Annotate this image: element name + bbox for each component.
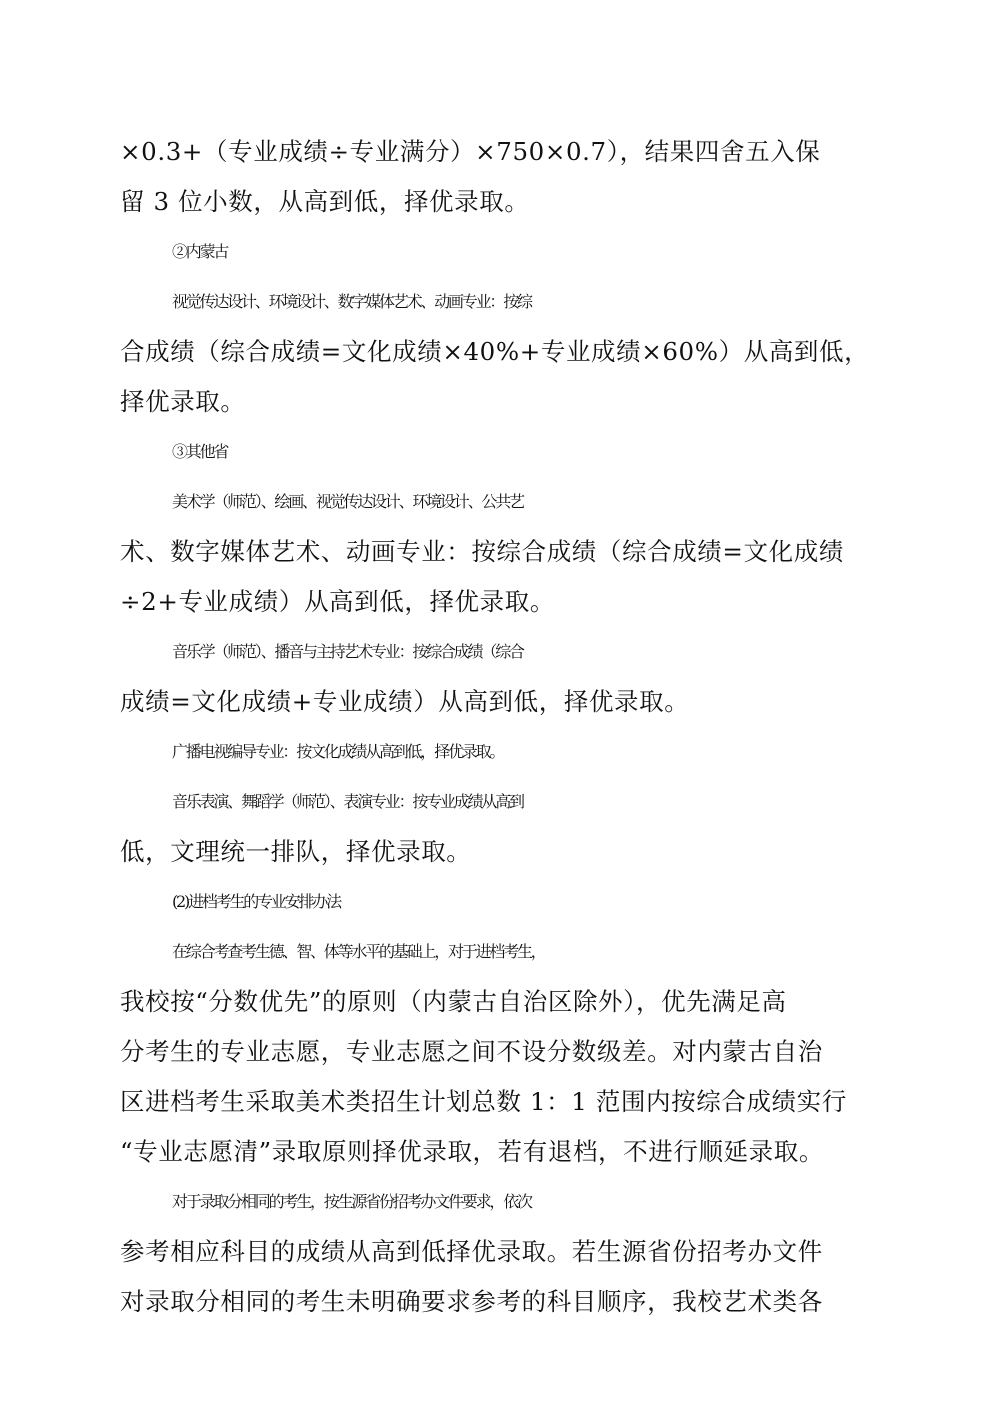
text-line: 留 3 位小数，从高到低，择优录取。 (120, 187, 530, 216)
text-line: 对录取分相同的考生未明确要求参考的科目顺序，我校艺术类各 (120, 1287, 823, 1316)
text-line: ×0.3+（专业成绩÷专业满分）×750×0.7），结果四舍五入保 (120, 137, 821, 166)
text-line: “专业志愿清”录取原则择优录取，若有退档，不进行顺延录取。 (120, 1137, 824, 1166)
text-line: 美术学（师范）、绘画、视觉传达设计、环境设计、公共艺 (172, 492, 523, 511)
text-line: 在综合考查考生德、智、体等水平的基础上，对于进档考生， (172, 942, 545, 961)
text-line: 视觉传达设计、环境设计、数字媒体艺术、动画专业：按综 (172, 292, 531, 311)
text-line: 分考生的专业志愿，专业志愿之间不设分数级差。对内蒙古自治 (120, 1037, 823, 1066)
text-line: 成绩=文化成绩+专业成绩）从高到低，择优录取。 (120, 687, 690, 716)
text-line: 低，文理统一排队，择优录取。 (120, 837, 472, 866)
text-line: 术、数字媒体艺术、动画专业：按综合成绩（综合成绩=文化成绩 (120, 537, 844, 566)
text-line: 合成绩（综合成绩=文化成绩×40%+专业成绩×60%）从高到低， (120, 337, 870, 366)
text-line: 区进档考生采取美术类招生计划总数 1：1 范围内按综合成绩实行 (120, 1087, 847, 1116)
text-line: 音乐表演、舞蹈学（师范）、表演专业：按专业成绩从高到 (172, 792, 523, 811)
section-heading: ③其他省 (172, 442, 228, 461)
text-line: 择优录取。 (120, 387, 246, 416)
text-line: 对于录取分相同的考生，按生源省份招考办文件要求，依次 (172, 1192, 531, 1211)
text-line: 参考相应科目的成绩从高到低择优录取。若生源省份招考办文件 (120, 1237, 823, 1266)
text-line: 我校按“分数优先”的原则（内蒙古自治区除外），优先满足高 (120, 987, 787, 1016)
text-line: 广播电视编导专业：按文化成绩从高到低，择优录取。 (172, 742, 504, 761)
section-heading: ②内蒙古 (172, 242, 228, 261)
text-line: 音乐学（师范）、播音与主持艺术专业：按综合成绩（综合 (172, 642, 523, 661)
text-line: ÷2+专业成绩）从高到低，择优录取。 (120, 587, 555, 616)
section-heading: (2)进档考生的专业安排办法 (172, 892, 340, 911)
